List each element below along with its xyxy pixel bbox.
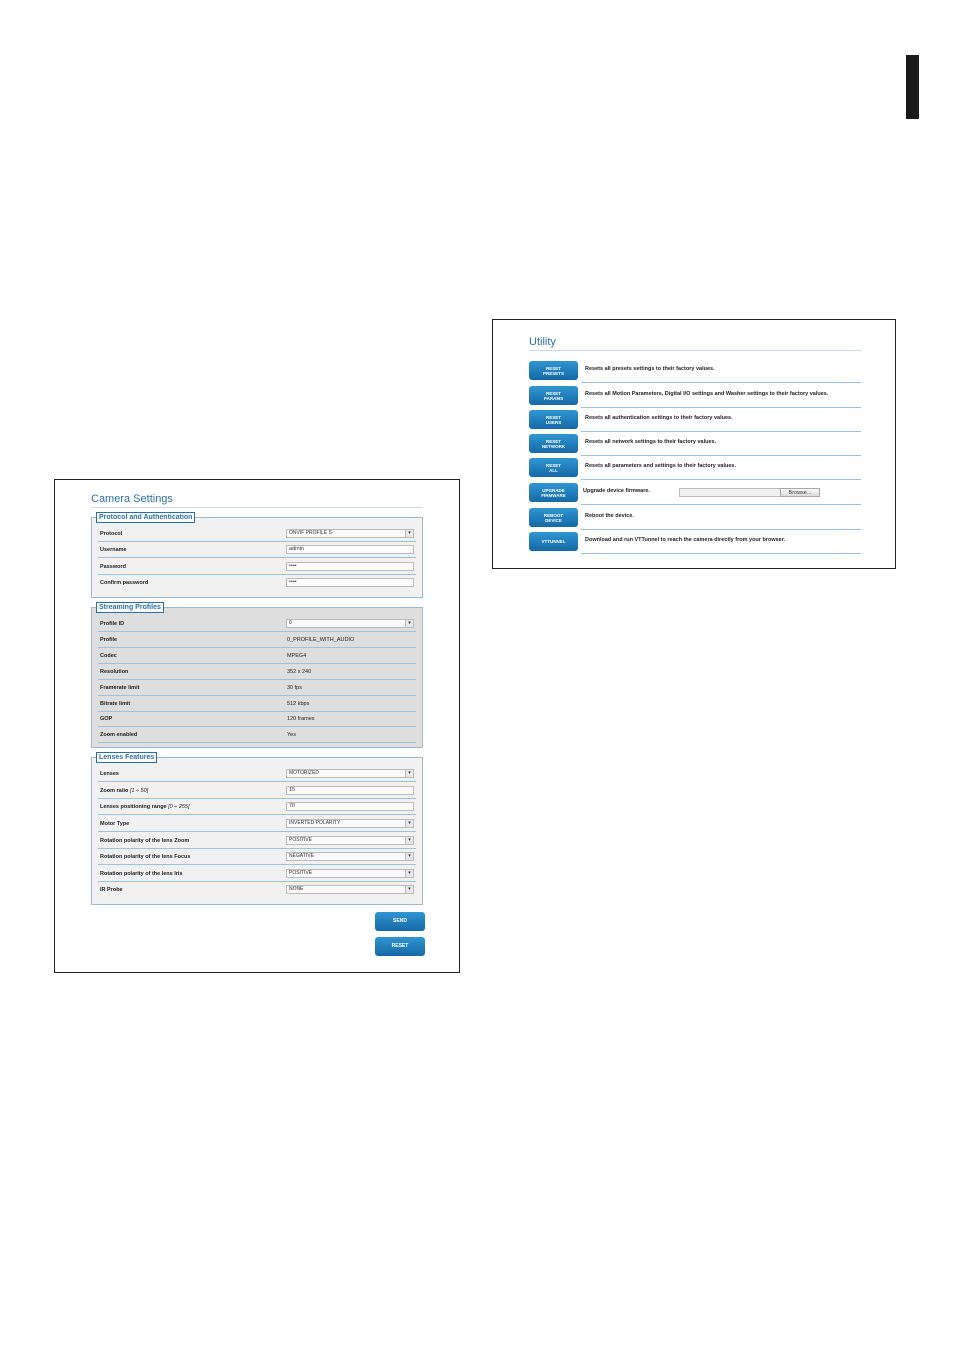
bitrate-row bbox=[98, 696, 416, 712]
codec-label: Codec bbox=[100, 653, 117, 659]
title-divider bbox=[529, 350, 861, 351]
chevron-down-icon: ▾ bbox=[405, 870, 413, 877]
row-divider bbox=[581, 553, 861, 554]
rotation-focus-value: NEGATIVE bbox=[289, 853, 314, 859]
rotation-iris-label: Rotation polarity of the lens Iris bbox=[100, 871, 183, 877]
lenses-label: Lenses bbox=[100, 771, 119, 777]
reset-params-button[interactable]: RESET PARAMS bbox=[529, 386, 578, 405]
profile-id-label: Profile ID bbox=[100, 621, 125, 627]
lenses-legend: Lenses Features bbox=[96, 752, 157, 763]
firmware-file-input[interactable] bbox=[679, 488, 781, 497]
zoom-enabled-label: Zoom enabled bbox=[100, 732, 138, 738]
framerate-value: 30 fps bbox=[287, 685, 302, 691]
reset-users-description: Resets all authentication settings to their factory values. bbox=[585, 415, 733, 421]
rotation-iris-row bbox=[98, 866, 416, 882]
vttunnel-description: Download and run VTTunnel to reach the camera directly from your browser. bbox=[585, 537, 786, 543]
zoom-ratio-label-text: Zoom ratio bbox=[100, 788, 129, 794]
row-divider bbox=[98, 781, 416, 782]
row-divider bbox=[98, 831, 416, 832]
rotation-zoom-value: POSITIVE bbox=[289, 837, 313, 843]
positioning-range-label bbox=[100, 804, 190, 810]
protocol-legend: Protocol and Authentication bbox=[96, 512, 195, 523]
protocol-select[interactable] bbox=[286, 529, 414, 538]
zoom-ratio-row bbox=[98, 783, 416, 799]
reboot-device-button[interactable]: REBOOT DEVICE bbox=[529, 508, 578, 527]
confirm-password-label: Confirm password bbox=[100, 580, 149, 586]
protocol-label: Protocol bbox=[100, 531, 123, 537]
reset-button[interactable]: RESET bbox=[375, 937, 425, 956]
profile-label: Profile bbox=[100, 637, 118, 643]
rotation-focus-label: Rotation polarity of the lens Focus bbox=[100, 854, 191, 860]
zoom-ratio-input[interactable]: 15 bbox=[286, 786, 414, 795]
chevron-down-icon: ▾ bbox=[405, 770, 413, 777]
codec-value: MPEG4 bbox=[287, 653, 307, 659]
username-label: Username bbox=[100, 547, 127, 553]
reset-network-button[interactable]: RESET NETWORK bbox=[529, 434, 578, 453]
lenses-row bbox=[98, 766, 416, 782]
zoom-ratio-range: [1 ÷ 50] bbox=[129, 788, 149, 794]
resolution-value: 352 x 240 bbox=[287, 669, 312, 675]
username-input[interactable]: admin bbox=[286, 545, 414, 554]
reset-presets-description: Resets all presets settings to their factory values. bbox=[585, 366, 715, 372]
motor-type-value: INVERTED POLARITY bbox=[289, 820, 341, 826]
zoom-ratio-label bbox=[100, 788, 148, 794]
utility-row-upgrade-firmware bbox=[529, 481, 861, 505]
rotation-focus-row bbox=[98, 849, 416, 865]
row-divider bbox=[98, 557, 416, 558]
chevron-down-icon: ▾ bbox=[405, 837, 413, 844]
streaming-profiles-fieldset bbox=[91, 604, 423, 748]
streaming-legend: Streaming Profiles bbox=[96, 602, 164, 613]
row-divider bbox=[581, 479, 861, 480]
utility-row-reset-users bbox=[529, 408, 861, 432]
framerate-label: Framerate limit bbox=[100, 685, 140, 691]
username-row bbox=[98, 542, 416, 558]
confirm-password-row bbox=[98, 575, 416, 591]
utility-row-vttunnel bbox=[529, 530, 861, 554]
row-divider bbox=[581, 504, 861, 505]
browse-button[interactable]: Browse... bbox=[780, 488, 820, 497]
utility-row-reboot-device bbox=[529, 506, 861, 530]
bitrate-value: 512 kbps bbox=[287, 701, 310, 707]
gop-label: GOP bbox=[100, 716, 113, 722]
codec-row bbox=[98, 648, 416, 664]
reset-all-button[interactable]: RESET ALL bbox=[529, 458, 578, 477]
motor-type-select[interactable] bbox=[286, 819, 414, 828]
chevron-down-icon: ▾ bbox=[405, 530, 413, 537]
profile-id-row bbox=[98, 616, 416, 632]
rotation-zoom-row bbox=[98, 833, 416, 849]
confirm-password-input[interactable]: •••• bbox=[286, 578, 414, 587]
rotation-iris-select[interactable] bbox=[286, 869, 414, 878]
zoom-enabled-row bbox=[98, 727, 416, 743]
reset-params-description: Resets all Motion Parameters, Digital I/O settings and Washer settings to their factory values. bbox=[585, 391, 829, 397]
resolution-row bbox=[98, 664, 416, 680]
reset-all-description: Resets all parameters and settings to their factory values. bbox=[585, 463, 737, 469]
ir-probe-select[interactable] bbox=[286, 885, 414, 894]
chevron-down-icon: ▾ bbox=[405, 620, 413, 627]
send-button[interactable]: SEND bbox=[375, 912, 425, 931]
utility-title: Utility bbox=[529, 336, 556, 348]
bitrate-label: Bitrate limit bbox=[100, 701, 131, 707]
protocol-row bbox=[98, 526, 416, 542]
utility-panel bbox=[492, 319, 896, 569]
rotation-zoom-select[interactable] bbox=[286, 836, 414, 845]
protocol-fieldset bbox=[91, 514, 423, 598]
profile-value: 0_PROFILE_WITH_AUDIO bbox=[287, 637, 355, 643]
utility-row-reset-params bbox=[529, 384, 861, 408]
framerate-row bbox=[98, 680, 416, 696]
vttunnel-button[interactable]: VTTUNNEL bbox=[529, 532, 578, 551]
password-label: Password bbox=[100, 564, 126, 570]
utility-row-reset-presets bbox=[529, 359, 861, 383]
rotation-focus-select[interactable] bbox=[286, 852, 414, 861]
gop-value: 120 frames bbox=[287, 716, 315, 722]
rotation-iris-value: POSITIVE bbox=[289, 870, 313, 876]
password-row bbox=[98, 559, 416, 575]
motor-type-label: Motor Type bbox=[100, 821, 130, 827]
protocol-value: ONVIF PROFILE S bbox=[289, 530, 332, 536]
upgrade-firmware-description: Upgrade device firmware. bbox=[583, 488, 650, 494]
camera-settings-title: Camera Settings bbox=[91, 493, 173, 505]
profile-id-select[interactable] bbox=[286, 619, 414, 628]
password-input[interactable]: •••• bbox=[286, 562, 414, 571]
positioning-range-label-text: Lenses positioning range bbox=[100, 804, 167, 810]
utility-row-reset-network bbox=[529, 432, 861, 456]
lenses-select[interactable] bbox=[286, 769, 414, 778]
lenses-fieldset bbox=[91, 754, 423, 905]
row-divider bbox=[98, 864, 416, 865]
lenses-value: MOTORIZED bbox=[289, 770, 319, 776]
profile-row bbox=[98, 632, 416, 648]
motor-type-row bbox=[98, 816, 416, 832]
row-divider bbox=[98, 814, 416, 815]
ir-probe-row bbox=[98, 882, 416, 898]
camera-settings-panel bbox=[54, 479, 460, 973]
gop-row bbox=[98, 711, 416, 727]
utility-row-reset-all bbox=[529, 456, 861, 480]
rotation-zoom-label: Rotation polarity of the lens Zoom bbox=[100, 838, 190, 844]
chevron-down-icon: ▾ bbox=[405, 853, 413, 860]
upgrade-firmware-button[interactable]: UPGRADE FIRMWARE bbox=[529, 483, 578, 502]
positioning-range-row bbox=[98, 799, 416, 815]
chevron-down-icon: ▾ bbox=[405, 886, 413, 893]
resolution-label: Resolution bbox=[100, 669, 129, 675]
positioning-range-range: [0 ÷ 255] bbox=[168, 804, 190, 810]
zoom-enabled-value: Yes bbox=[287, 732, 296, 738]
row-divider bbox=[98, 742, 416, 743]
page-edge-tab bbox=[906, 55, 919, 119]
ir-probe-label: IR Probe bbox=[100, 887, 123, 893]
title-divider bbox=[91, 507, 423, 508]
row-divider bbox=[581, 382, 861, 383]
chevron-down-icon: ▾ bbox=[405, 820, 413, 827]
reset-network-description: Resets all network settings to their factory values. bbox=[585, 439, 717, 445]
reset-users-button[interactable]: RESET USERS bbox=[529, 410, 578, 429]
positioning-range-input[interactable]: 70 bbox=[286, 802, 414, 811]
reset-presets-button[interactable]: RESET PRESETS bbox=[529, 361, 578, 380]
reboot-device-description: Reboot the device. bbox=[585, 513, 634, 519]
profile-id-value: 0 bbox=[289, 620, 292, 626]
ir-probe-value: NONE bbox=[289, 886, 304, 892]
